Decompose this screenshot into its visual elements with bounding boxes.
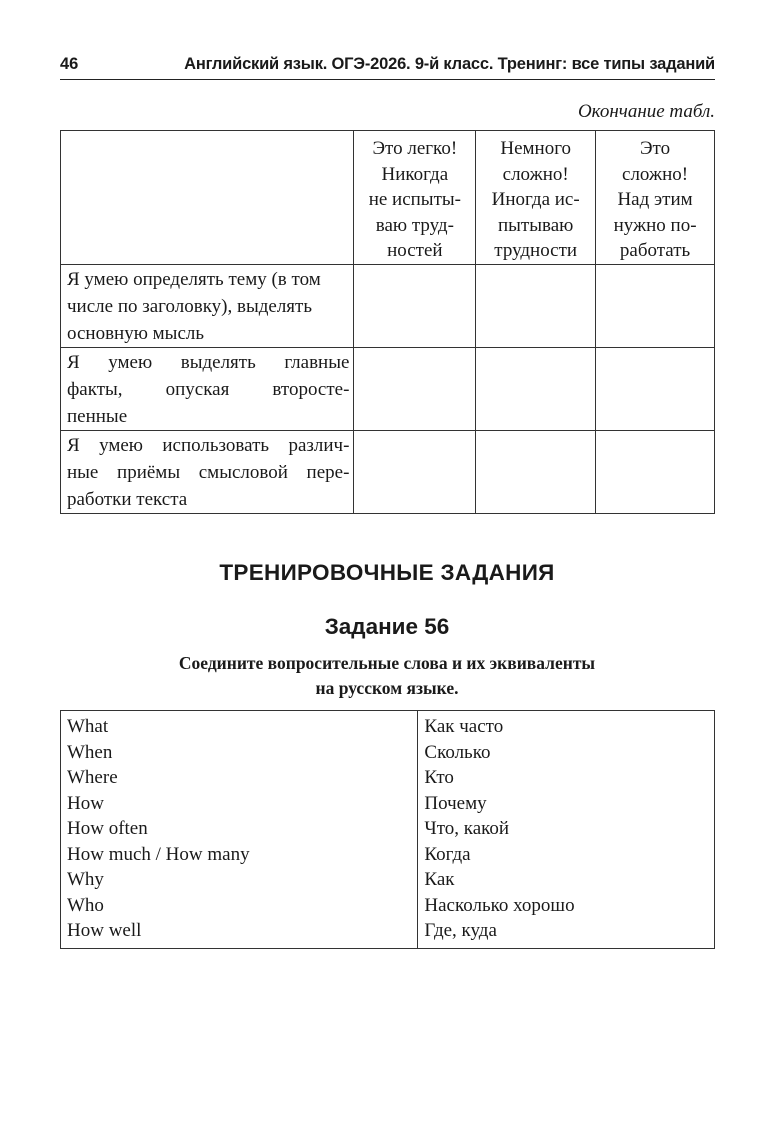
skill-line: работки текста bbox=[67, 489, 188, 510]
skill-statement bbox=[61, 265, 354, 348]
self-assessment-row bbox=[61, 265, 715, 348]
self-assessment-row bbox=[61, 348, 715, 431]
column-header-line: Немного bbox=[500, 138, 572, 159]
column-header-line: ваю труд- bbox=[375, 214, 454, 236]
russian-word[interactable]: Как bbox=[424, 869, 455, 890]
english-word[interactable]: Who bbox=[67, 894, 104, 916]
answer-cell[interactable] bbox=[476, 265, 596, 348]
skill-statement bbox=[61, 431, 354, 514]
page-header bbox=[60, 53, 715, 80]
answer-cell[interactable] bbox=[476, 431, 596, 514]
english-word[interactable]: How much / How many bbox=[67, 843, 250, 865]
answer-cell[interactable] bbox=[596, 431, 715, 514]
column-header-line: Над этим bbox=[617, 189, 693, 210]
russian-word[interactable]: Кто bbox=[424, 767, 454, 788]
column-header-line: сложно! bbox=[502, 163, 569, 185]
skill-line: основную мысль bbox=[67, 323, 205, 344]
english-word[interactable]: When bbox=[67, 741, 113, 763]
english-word[interactable]: What bbox=[67, 716, 109, 737]
instruction-line: Соедините вопросительные слова и их эквиваленты bbox=[178, 653, 596, 673]
section-title: ТРЕНИРОВОЧНЫЕ ЗАДАНИЯ bbox=[219, 560, 555, 585]
answer-cell[interactable] bbox=[354, 431, 476, 514]
column-header-line: Никогда bbox=[381, 163, 449, 185]
english-word[interactable]: How often bbox=[67, 818, 148, 839]
answer-cell[interactable] bbox=[476, 348, 596, 431]
column-header-line: ностей bbox=[387, 240, 443, 261]
column-header-line: Это bbox=[640, 138, 671, 159]
english-word[interactable]: How well bbox=[67, 920, 142, 941]
self-assessment-table bbox=[60, 130, 715, 514]
task-title: Задание 56 bbox=[324, 614, 450, 639]
column-header-line: не испыты- bbox=[368, 189, 461, 210]
skill-line: Я умею определять тему (в том bbox=[67, 269, 321, 290]
russian-word[interactable]: Сколько bbox=[424, 741, 491, 763]
english-words-column bbox=[61, 711, 418, 949]
russian-word[interactable]: Насколько хорошо bbox=[424, 894, 575, 916]
table-continuation-note: Окончание табл. bbox=[577, 101, 715, 122]
skill-statement bbox=[61, 348, 354, 431]
self-assessment-header-row bbox=[61, 131, 715, 265]
column-header-line: трудности bbox=[494, 240, 578, 261]
skill-line: Я умею выделять главные bbox=[67, 352, 350, 373]
skill-line: ные приёмы смысловой пере- bbox=[67, 462, 350, 483]
russian-word[interactable]: Почему bbox=[424, 792, 487, 814]
skill-line: факты, опуская второсте- bbox=[67, 379, 350, 400]
english-word[interactable]: How bbox=[67, 792, 104, 814]
empty-header-cell bbox=[61, 131, 354, 265]
russian-word[interactable]: Что, какой bbox=[424, 818, 510, 839]
column-header-line: пытываю bbox=[498, 214, 574, 236]
page-number: 46 bbox=[60, 55, 79, 73]
answer-cell[interactable] bbox=[354, 348, 476, 431]
russian-word[interactable]: Где, куда bbox=[424, 920, 497, 941]
task-instruction bbox=[0, 651, 774, 701]
english-word[interactable]: Why bbox=[67, 869, 104, 890]
column-header-easy bbox=[354, 131, 476, 265]
column-header-line: работать bbox=[619, 240, 691, 261]
self-assessment-row bbox=[61, 431, 715, 514]
answer-cell[interactable] bbox=[596, 348, 715, 431]
skill-line: числе по заголовку), выделять bbox=[67, 296, 313, 317]
column-header-line: Это легко! bbox=[372, 138, 458, 159]
matching-table bbox=[60, 710, 715, 949]
column-header-hard bbox=[596, 131, 715, 265]
column-header-somewhat-hard bbox=[476, 131, 596, 265]
russian-words-column bbox=[418, 711, 715, 949]
russian-word[interactable]: Когда bbox=[424, 843, 471, 865]
instruction-line: на русском языке. bbox=[315, 678, 459, 698]
column-header-line: нужно по- bbox=[613, 214, 697, 236]
answer-cell[interactable] bbox=[354, 265, 476, 348]
english-word[interactable]: Where bbox=[67, 767, 118, 788]
skill-line: Я умею использовать различ- bbox=[67, 435, 350, 456]
russian-word[interactable]: Как часто bbox=[424, 716, 504, 737]
column-header-line: сложно! bbox=[622, 163, 689, 185]
answer-cell[interactable] bbox=[596, 265, 715, 348]
column-header-line: Иногда ис- bbox=[491, 189, 580, 210]
running-title: Английский язык. ОГЭ-2026. 9-й класс. Тренинг: все типы заданий bbox=[184, 55, 715, 73]
skill-line: пенные bbox=[67, 406, 128, 427]
